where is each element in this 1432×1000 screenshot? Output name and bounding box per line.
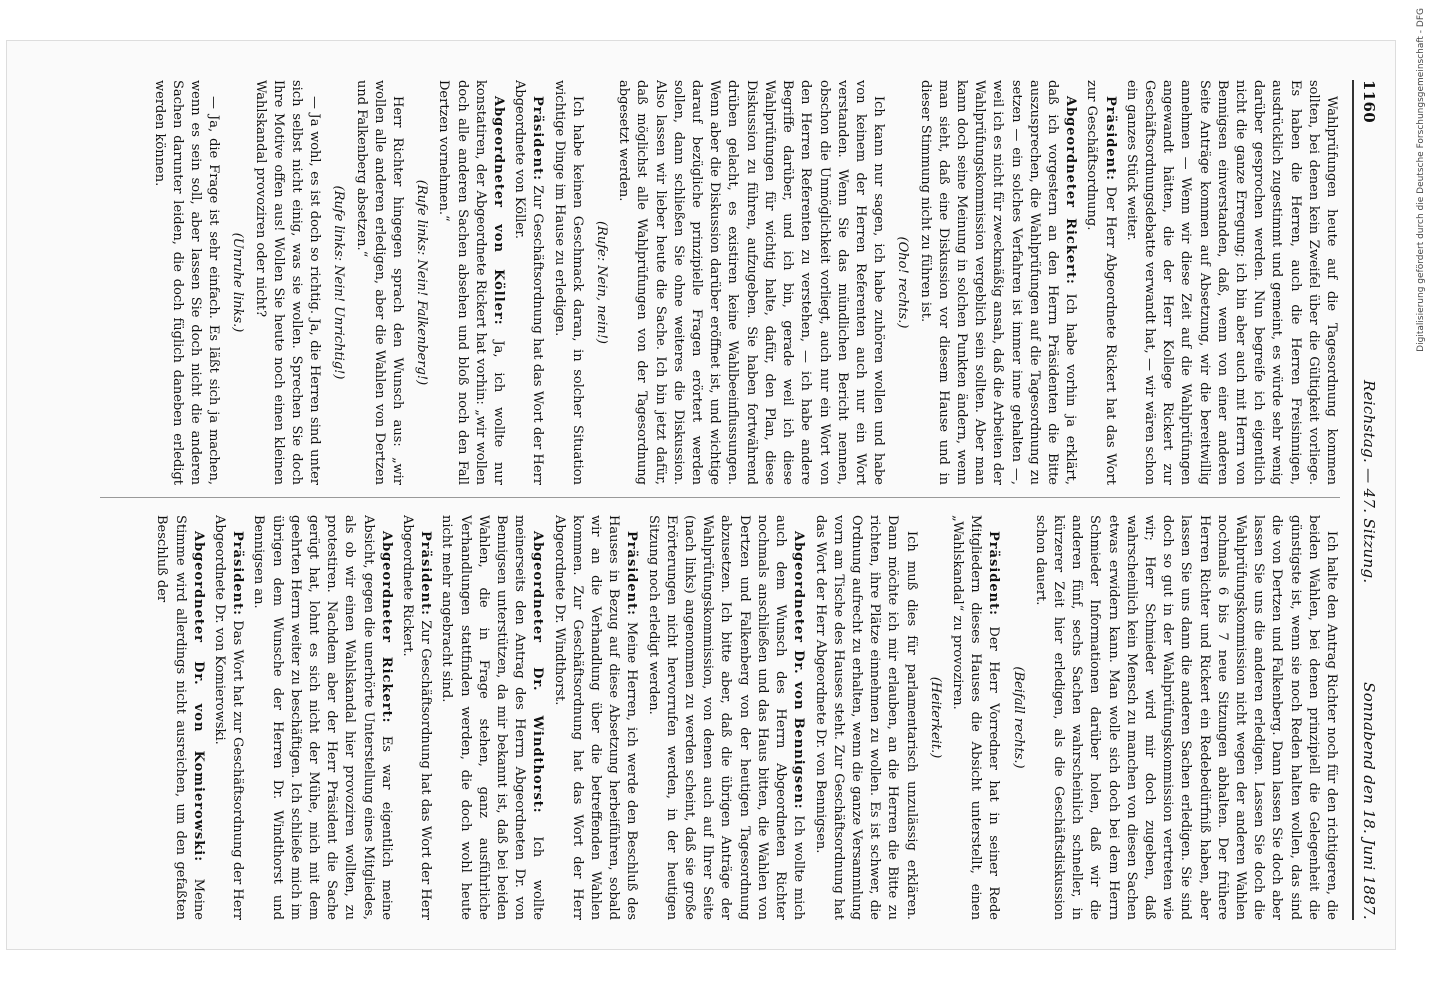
paragraph [437,515,546,920]
interjection: (Rufe: Nein, nein!) [594,220,610,344]
interjection: (Oho! rechts.) [895,236,911,329]
paragraph-text: Wahlprüfungen heute auf die Tagesordnung kommen sollten, bei denen kein Zweifel über die Gültigkeit vorliege. Es haben die Herren, auch die Herren Freisinnigen, ausdrücklich zugestimmt und gemeint, es würde sehr wenig darüber gesprochen werden. Nun begreife ich eigentlich nicht die ganze Erregung; ich bin aber auch mit Herrn von Bennigsen einverstanden, daß, wenn von einer anderen Seite Anträge kommen auf Absetzung, wir die bereitwillig annehmen — Wenn wir diese Zeit auf die Wahlprüfungen angewandt hätten, die der Herr Kollege Rickert zur Geschäftsordnungsdebatte verwandt hat, — wir wären schon ein ganzes Stück weiter. [1123,80,1339,485]
paragraph-text: Zur Geschäftsordnung hat das Wort der Herr Abgeordnete von Köller. [512,80,546,485]
session-title: Reichstag. — 47. Sitzung. [1360,380,1378,584]
paragraph [351,80,406,485]
session-date: Sonnabend den 18. Juni 1887. [1360,682,1378,920]
speaker-name: Abgeordneter Rickert: [1063,96,1079,285]
paragraph [549,80,585,485]
interjection: (Rufe links: Nein! Falkenberg!) [414,179,430,386]
paragraph [249,515,395,920]
interjection: (Beifall rechts.) [1010,666,1026,769]
speaker-name: Abgeordneter von Köller: [491,96,507,326]
paragraph [643,515,807,920]
paragraph [149,80,222,485]
paragraph [948,515,1003,920]
paragraph-text: Ich kann nur sagen, ich habe zuhören wollen und habe von keinem der Herren Referenten auch nur ein Wort verstanden. Wenn Sie das mündlichen Bericht nennen, obschon die Unmöglichkeit vorliegt, auch nur ein Wort von den Herren Referenten zu verstehen, — ich habe andere Begriffe darüber, und ich bin, gerade weil ich diese Wahlprüfungen für wichtig halte, dafür, den Plan, diese Diskussion zu führen, aufzugeben. Sie haben fortwährend drüben gelacht, es existiren keine Wahlbeeinflussungen. Wenn aber die Diskussion darüber eröffnet ist, und wichtige darauf bezügliche prinzipielle Fragen erörtert werden sollen, dann schließen Sie ohne weiteres die Diskussion. Also lassen wir lieber heute die Sache. Ich bin jetzt dafür, daß möglichst alle Wahlprüfungen von der Tagesordnung abgesetzt werden. [616,80,887,485]
header-rule [1352,80,1354,920]
paragraph [510,80,546,485]
speaker-name: Präsident: [418,531,434,616]
paragraph-text: — Ja, die Frage ist sehr einfach. Es läßt sich ja machen, wenn es sein soll, aber lassen Sie doch nicht die anderen Sachen darunter leiden, die doch füglich daneben erledigt werden können. [151,80,222,485]
paragraph [810,515,919,920]
left-column [100,80,1340,485]
speaker-name: Präsident: [530,96,546,181]
interjection: (Unruhe links.) [230,232,246,333]
paragraph-text: Ich wollte mich auch dem Wunsch des Herrn Abgeordneten Richter nochmals anschließen und das Haus bitten, die Wahlen von Dertzen und Falkenberg von der heutigen Tagesordnung abzusetzen. Ich bitte aber, daß die übrigen Anträge der Wahlprüfungskommission, von denen auch auf Ihrer Seite (nach links) angenommen zu werden scheint, daß sie große Erörterungen nicht hervorrufen werden, in der heutigen Sitzung noch erledigt werden. [645,515,807,920]
paragraph [434,80,507,485]
paragraph-text: Ich habe keinen Geschmack daran, in solcher Situation wichtige Dinge im Hause zu erledigen. [551,80,585,485]
page-header [1354,80,1378,920]
paragraph-text: — Ja wohl, es ist doch so richtig. Ja, die Herren sind unter sich selbst nicht einig, was sie wollen. Sprechen Sie doch Ihre Motive offen aus! Wollen Sie heute noch einen kleinen Wahlskandal provoziren oder nicht? [252,80,323,485]
speaker-name: Abgeordneter Rickert: [378,531,394,724]
paragraph-text: Meine Herren, ich werde den Beschluß des Hauses in Bezug auf diese Absetzung herbeiführen, sobald wir an die Verhandlung über die betreffenden Wahlen kommen. Zur Geschäftsordnung hat das Wort der Herr Abgeordnete Dr. Windthorst. [551,515,640,920]
paragraph-text: Das Wort hat zur Geschäftsordnung der Herr Abgeordnete Dr. von Komierowski. [212,515,246,920]
paragraph-text: Der Herr Vorredner hat in seiner Rede Mitgliedern dieses Hauses die Absicht unterstellt, einen „Wahlskandal“ zu provoziren. [949,515,1002,920]
speaker-name: Präsident: [1102,96,1118,181]
paragraph [398,515,434,920]
column-divider [100,497,1340,498]
speaker-name: Abgeordneter Dr. von Komierowski: [190,531,206,862]
paragraph-text: Meine Stimme wird allerdings nicht ausreichen, um den gefaßten Beschluß der [154,515,206,920]
paragraph [250,80,323,485]
paragraph [1082,80,1118,485]
paragraph [614,80,887,485]
paragraph-text: Ich muß dies für parlamentarisch unzulässig erklären. Dann möchte ich mir erlauben, an die Herren die Bitte zu richten, ihre Plätze einnehmen zu wollen. Es ist schwer, die Ordnung aufrecht zu erhalten, wenn die ganze Versammlung vorn am Tische des Hauses steht. Zur Geschäftsordnung hat das Wort der Herr Abgeordnete Dr. von Bennigsen. [812,515,919,920]
dfg-watermark: Digitalisierung gefördert durch die Deutsche Forschungsgemeinschaft - DFG [1416,8,1426,352]
speaker-name: Präsident: [624,531,640,616]
paragraph-text: Ich halte den Antrag Richter noch für den richtigeren, die beiden Wahlen, bei denen prinzipiell die Gelegenheit die günstigste ist, wenn sie noch Reden halten wollen, das sind die von Dertzen und Falkenberg. Dann lassen Sie doch aber lassen Sie uns die anderen erledigen. Lassen Sie doch die Wahlprüfungskommission nicht wegen der anderen Wahlen nochmals 6 bis 7 neue Sitzungen abhalten. Der frühere Herren Richter und Rickert ein Redebedürfniß haben, aber lassen Sie uns dann die anderen Sachen erledigen. Sie sind doch so gut in der Wahlprüfungskommission vertreten wie wir; Herr Schmieder wird mir doch zugeben, daß wahrscheinlich kein Mensch zu manchen von diesen Sachen etwas erwidern kann. Man wolle sich doch bei dem Herrn Schmieder Informationen darüber holen, daß wir die anderen fünf, sechs Sachen wahrscheinlich schneller, in kürzerer Zeit hier erledigen, als die Geschäftsdiskussion schon dauert. [1032,515,1339,920]
interjection: (Heiterkeit.) [927,676,943,759]
paragraph-text: Ja, ich wollte nur konstatiren, der Abgeordnete Rickert hat vorhin: „wir wollen doch alle anderen Sachen absehen und bloß noch den Fall Dertzen vornehmen.“ [436,80,507,485]
paragraph [210,515,246,920]
paragraph [152,515,207,920]
paragraph [1122,80,1340,485]
paragraph [1031,515,1340,920]
paragraph [915,80,1079,485]
paragraph-text: Es war eigentlich meine Absicht, gegen die unerhörte Unterstellung eines Mitgliedes, als ob wir einen Wahlskandal hier provoziren wollten, zu protestiren. Nachdem aber der Herr Präsident die Sache gerügt hat, lohnt es sich nicht der Mühe, mich mit dem geehrten Herrn weiter zu beschäftigen. Ich schließe mich im übrigen dem Wunsche der Herren Dr. Windthorst und Bennigsen an. [251,515,394,920]
interjection: (Rufe links: Nein! Unrichtig!) [331,185,347,380]
speaker-name: Präsident: [986,531,1002,616]
paragraph-text: Ich wollte meinerseits den Antrag des Herrn Abgeordneten Dr. von Bennigsen unterstützen, da mir bekannt ist, daß bei beiden Wahlen, die in Frage stehen, ganz ausführliche Verhandlungen stattfinden werden, die doch wohl heute nicht mehr angebracht sind. [439,515,546,920]
paragraph [549,515,640,920]
speaker-name: Abgeordneter Dr. Windthorst: [530,531,546,814]
speaker-name: Präsident: [230,531,246,616]
right-column [100,515,1340,920]
page-number: 1160 [1360,80,1378,123]
paragraph-text: Ich habe vorhin ja erklärt, daß ich vorgestern an den Herrn Präsidenten die Bitte auszusprechen, die Wahlprüfungen auf die Tagesordnung zu setzen — ein solches Verfahren ist immer inne gehalten —, weil ich es nicht für zweckmäßig ansah, daß die Arbeiten der Wahlprüfungskommission vergeblich sein sollten. Aber man kann doch seine Meinung in solchen Punkten ändern, wenn man sieht, daß eine Diskussion vor diesem Hause und in dieser Stimmung nicht zu führen ist. [917,80,1079,485]
paragraph-text: Herr Richter hingegen sprach den Wunsch aus: „wir wollen alle anderen erledigen, aber die Wahlen von Dertzen und Falkenberg absetzen.“ [353,80,406,485]
paragraph-text: Der Herr Abgeordnete Rickert hat das Wort zur Geschäftsordnung. [1084,80,1118,485]
paragraph-text: Zur Geschäftsordnung hat das Wort der Herr Abgeordnete Rickert. [400,515,434,920]
speaker-name: Abgeordneter Dr. von Bennigsen: [791,531,807,810]
